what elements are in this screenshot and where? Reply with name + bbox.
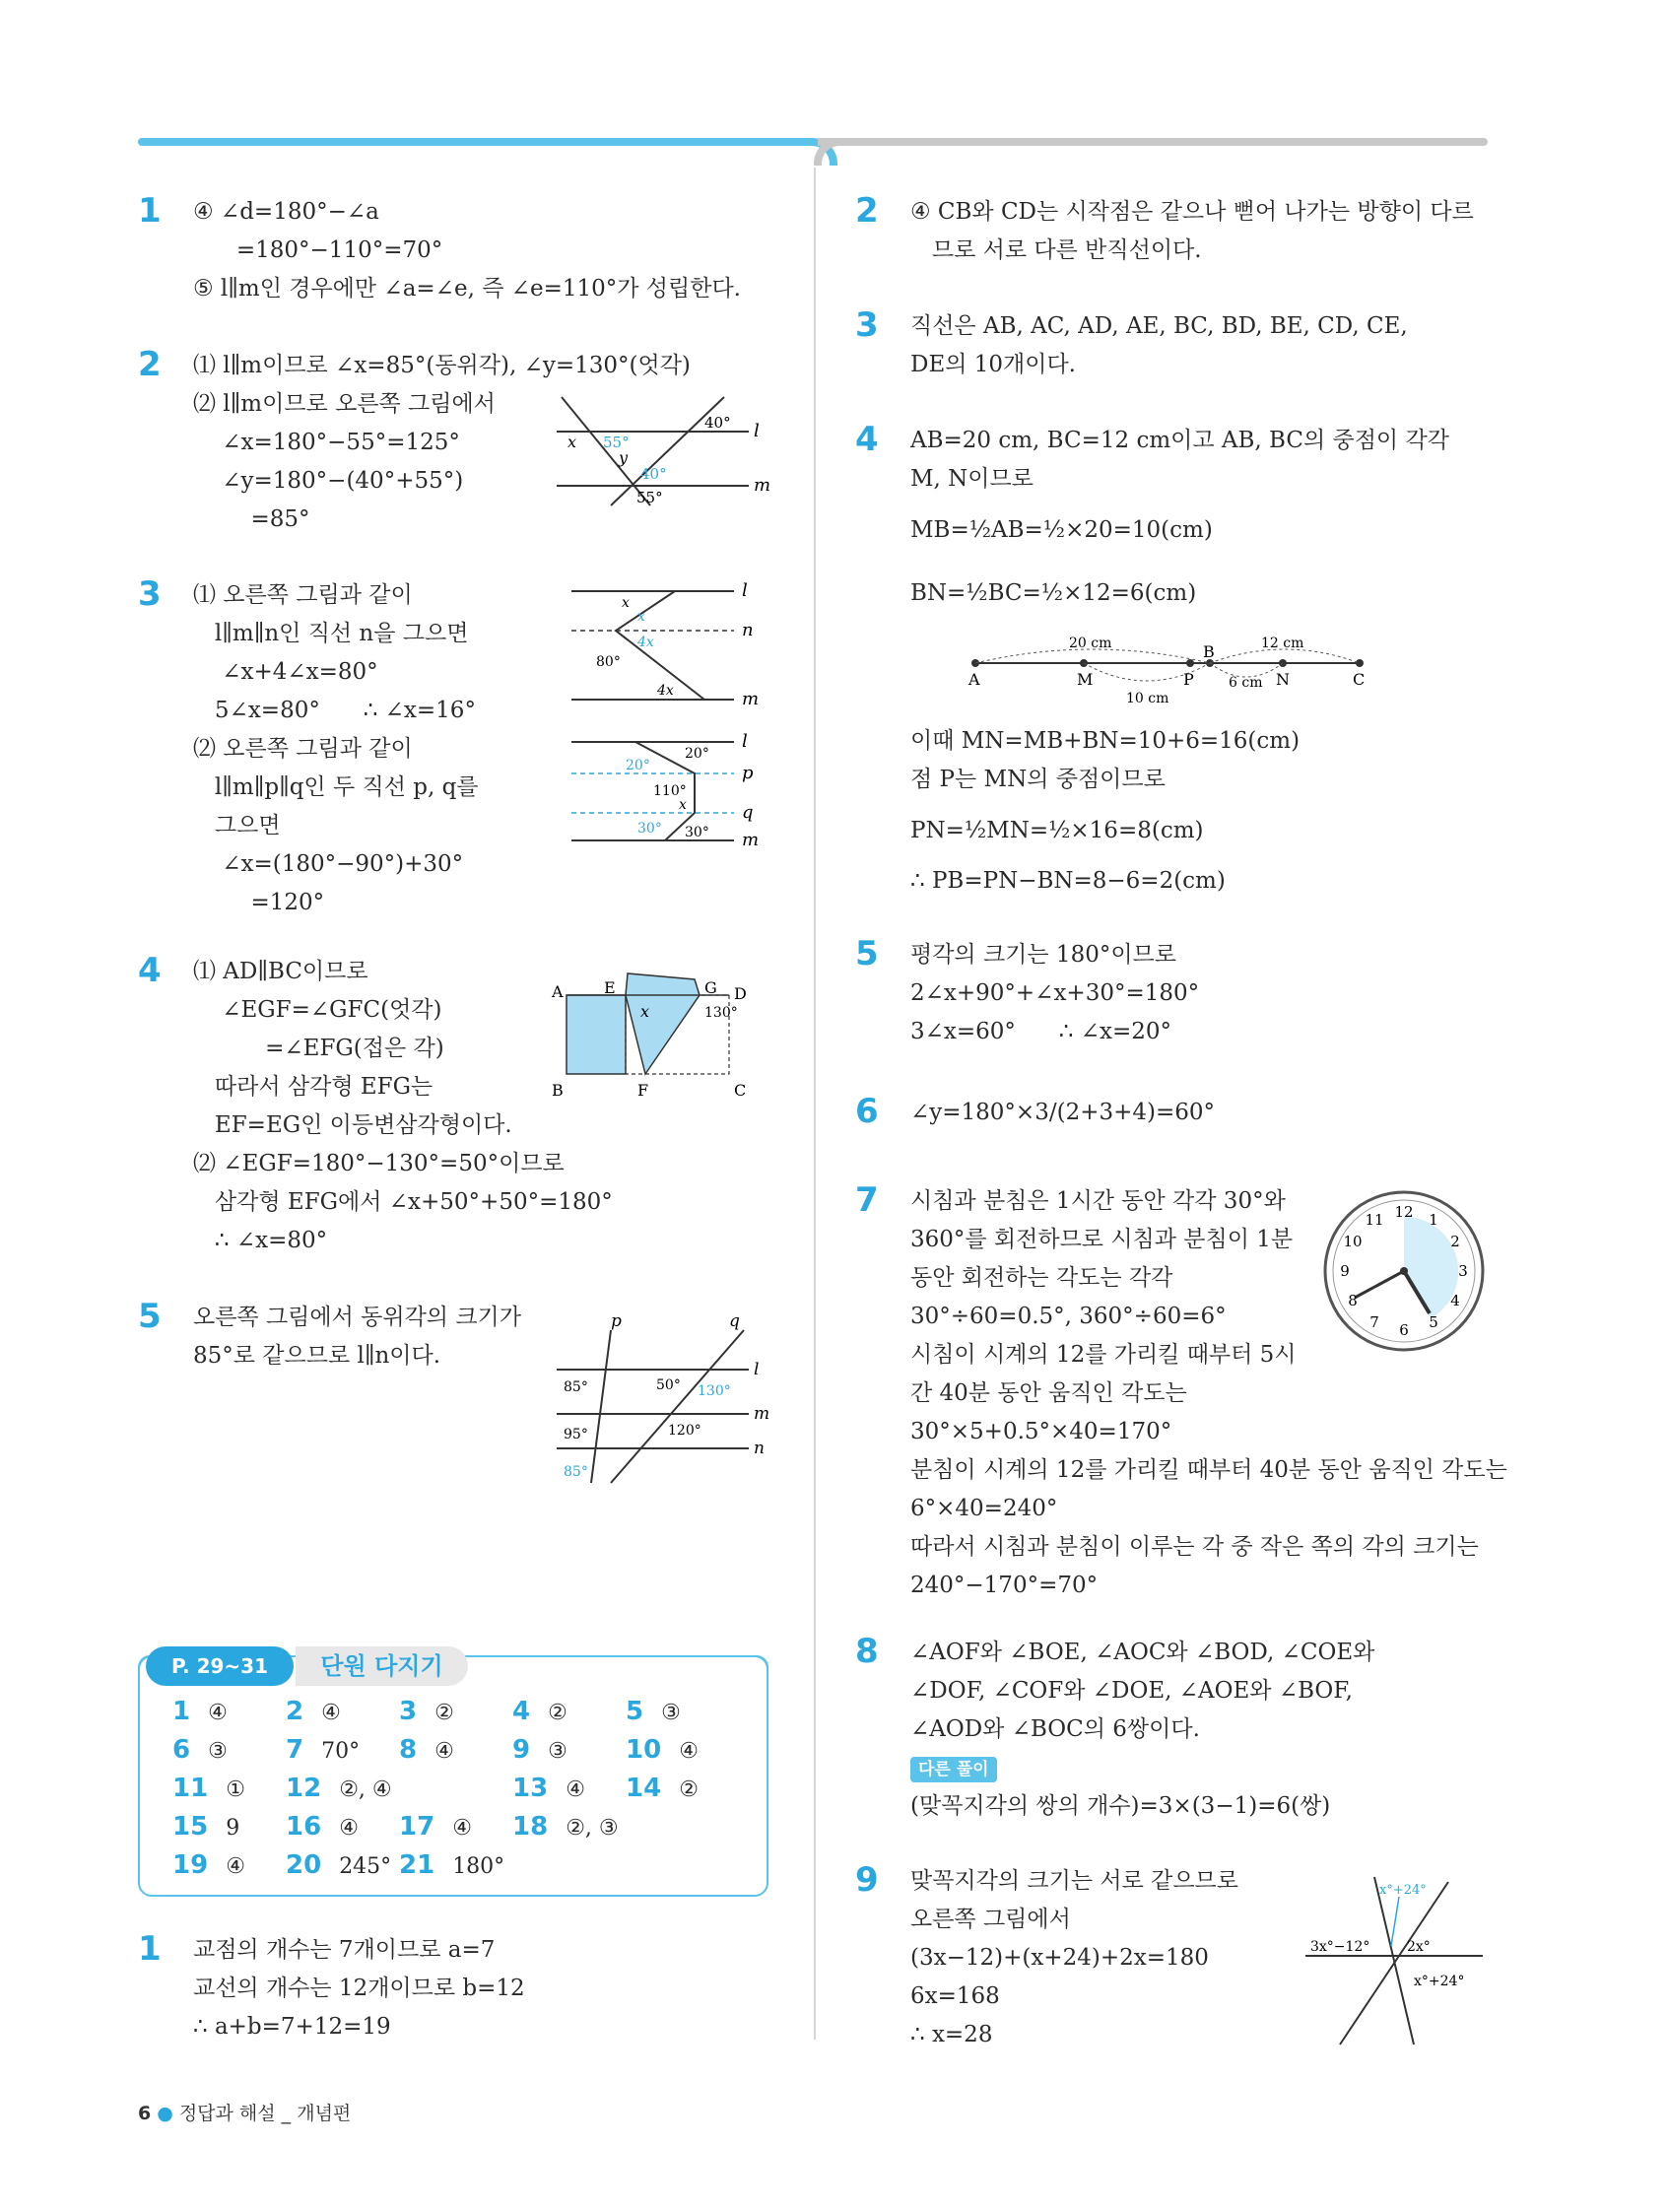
solution-line: ∴ PB=PN−BN=8−6=2(cm): [910, 868, 1226, 894]
solution-line: l∥m∥p∥q인 두 직선 p, q를: [193, 774, 479, 800]
answer-value: ④: [208, 1701, 228, 1725]
solution-line: 6x=168: [910, 1983, 1000, 2009]
page-number: 6: [138, 2103, 152, 2124]
solution-line: =85°: [193, 506, 310, 532]
answer-item: [399, 1812, 472, 1842]
answer-item: [286, 1812, 359, 1842]
answer-value: ②: [434, 1701, 454, 1725]
angle-label: 85°: [564, 1379, 588, 1395]
solution-line: 삼각형 EFG에서 ∠x+50°+50°=180°: [193, 1189, 613, 1215]
answer-number: 13: [512, 1774, 549, 1803]
answer-number: 8: [399, 1735, 418, 1765]
solution-line: ∠AOF와 ∠BOE, ∠AOC와 ∠BOD, ∠COE와: [910, 1640, 1375, 1665]
clock-figure: [1320, 1187, 1488, 1355]
problem-number: 5: [855, 934, 879, 973]
solution-line: 30°×5+0.5°×40=170°: [910, 1419, 1172, 1444]
solution-line: (맞꼭지각의 쌍의 개수)=3×(3−1)=6(쌍): [910, 1793, 1331, 1819]
solution-line: 360°를 회전하므로 시침과 분침이 1분: [910, 1227, 1294, 1252]
solution-line: =120°: [193, 890, 325, 915]
answer-value: ①: [226, 1777, 245, 1802]
angle-label: 85°: [564, 1464, 588, 1480]
clock-numeral: 1: [1429, 1211, 1438, 1230]
problem-number: 5: [138, 1297, 162, 1336]
answer-number: 6: [172, 1735, 191, 1765]
solution-line: 그으면: [193, 813, 281, 838]
solution-line: =∠EFG(접은 각): [193, 1036, 444, 1061]
answer-item: [286, 1697, 341, 1726]
solution-line: =180°−110°=70°: [193, 237, 443, 263]
solution-line: ⑵ l∥m이므로 오른쪽 그림에서: [193, 391, 496, 417]
solution-line: 교선의 개수는 12개이므로 b=12: [193, 1976, 525, 2001]
solution-line: 이때 MN=MB+BN=10+6=16(cm): [910, 728, 1301, 754]
problem-number: 4: [138, 951, 162, 990]
solution-line: 5∠x=80° ∴ ∠x=16°: [193, 698, 476, 723]
point-label: E: [604, 978, 616, 997]
problem-number: 7: [855, 1180, 879, 1220]
point-label: B: [1203, 642, 1215, 661]
clock-numeral: 8: [1348, 1292, 1358, 1309]
answer-number: 1: [172, 1697, 191, 1726]
solution-line: 6°×40=240°: [910, 1496, 1058, 1521]
angle-label: 120°: [668, 1423, 701, 1439]
answer-number: 15: [172, 1812, 209, 1842]
answer-item: [512, 1735, 567, 1765]
solution-line: 평각의 크기는 180°이므로: [910, 942, 1176, 968]
unit-review-title: 단원 다지기: [296, 1646, 468, 1686]
angle-label: 95°: [564, 1427, 588, 1442]
angle-label: 130°: [704, 1005, 738, 1021]
answer-value: ②, ③: [566, 1816, 619, 1841]
line-label: l: [754, 421, 760, 441]
answer-item: [172, 1812, 239, 1842]
solution-line: 점 P는 MN의 중점이므로: [910, 767, 1166, 792]
angle-label: 4x: [637, 635, 654, 650]
line-label: l: [742, 731, 748, 752]
angle-label: 2x°: [1407, 1939, 1431, 1955]
solution-line: ⑴ 오른쪽 그림과 같이: [193, 582, 413, 608]
page-range-tab: P. 29~31: [146, 1646, 294, 1686]
header-bar-left: [138, 138, 813, 146]
answer-item: [512, 1697, 567, 1726]
answer-item: [172, 1735, 228, 1765]
solution-line: ∠DOF, ∠COF와 ∠DOE, ∠AOE와 ∠BOF,: [910, 1678, 1353, 1704]
answer-item: [626, 1774, 699, 1803]
answer-number: 18: [512, 1812, 549, 1842]
clock-numeral: 10: [1343, 1233, 1363, 1250]
answer-item: [172, 1774, 245, 1803]
angle-label: 40°: [704, 414, 731, 432]
solution-line: 오른쪽 그림에서: [910, 1907, 1071, 1932]
answer-value: ④: [321, 1701, 341, 1725]
line-label: n: [742, 620, 754, 640]
answer-value: ②: [679, 1777, 699, 1802]
answer-number: 5: [626, 1697, 644, 1726]
answer-value: 180°: [452, 1854, 505, 1879]
answer-number: 17: [399, 1812, 435, 1842]
answer-number: 7: [286, 1735, 304, 1765]
line-label: m: [742, 830, 760, 850]
column-divider: [814, 168, 816, 2040]
solution-line: 따라서 시침과 분침이 이루는 각 중 작은 쪽의 각의 크기는: [910, 1534, 1479, 1560]
problem-number: 3: [855, 305, 879, 345]
solution-line: ⑴ l∥m이므로 ∠x=85°(동위각), ∠y=130°(엇각): [193, 353, 691, 378]
parallel-lines-figure-3-1: [567, 581, 764, 709]
solution-line: 240°−170°=70°: [910, 1573, 1099, 1598]
solution-line: 2∠x+90°+∠x+30°=180°: [910, 980, 1200, 1006]
answer-number: 14: [626, 1774, 662, 1803]
solution-line: EF=EG인 이등변삼각형이다.: [193, 1112, 512, 1138]
answer-value: 70°: [321, 1739, 361, 1764]
header-bar-right: [818, 138, 1488, 146]
answer-item: [286, 1735, 360, 1765]
angle-label: 4x: [657, 683, 674, 699]
answer-value: ③: [548, 1739, 567, 1764]
solution-line: ∴ ∠x=80°: [193, 1228, 328, 1253]
angle-label: x°+24°: [1379, 1883, 1427, 1898]
answer-number: 4: [512, 1697, 531, 1726]
clock-numeral: 3: [1458, 1262, 1468, 1280]
bullet-icon: ●: [157, 2103, 173, 2124]
solution-line: 맞꼭지각의 크기는 서로 같으므로: [910, 1868, 1238, 1894]
solution-line: ∠AOD와 ∠BOC의 6쌍이다.: [910, 1716, 1200, 1742]
angle-label: 20°: [626, 758, 650, 773]
answer-item: [512, 1774, 585, 1803]
solution-line: 3∠x=60° ∴ ∠x=20°: [910, 1019, 1172, 1044]
solution-line: 따라서 삼각형 EFG는: [193, 1074, 434, 1100]
solution-line: ⑤ l∥m인 경우에만 ∠a=∠e, 즉 ∠e=110°가 성립한다.: [193, 276, 741, 302]
angle-label: 130°: [698, 1383, 731, 1399]
line-label: l: [754, 1360, 760, 1379]
point-label: P: [1183, 670, 1194, 689]
solution-line: 30°÷60=0.5°, 360°÷60=6°: [910, 1304, 1227, 1329]
solution-line: 간 40분 동안 움직인 각도는: [910, 1380, 1187, 1406]
solution-line: ∴ x=28: [910, 2022, 993, 2047]
angle-label: 40°: [640, 465, 667, 483]
solution-line: ∴ a+b=7+12=19: [193, 2014, 391, 2040]
problem-number: 1: [138, 191, 162, 231]
answer-value: ④: [434, 1739, 454, 1764]
answer-number: 21: [399, 1850, 435, 1880]
solution-line: (3x−12)+(x+24)+2x=180: [910, 1945, 1209, 1971]
answer-item: [172, 1850, 245, 1880]
angle-label: x: [637, 609, 645, 625]
answer-value: ③: [661, 1701, 681, 1725]
answer-number: 20: [286, 1850, 322, 1880]
solution-line: BN=½BC=½×12=6(cm): [910, 580, 1197, 606]
solution-line: PN=½MN=½×16=8(cm): [910, 818, 1204, 843]
angle-label: 110°: [653, 783, 687, 799]
clock-numeral: 5: [1429, 1312, 1438, 1331]
solution-line: DE의 10개이다.: [910, 352, 1076, 377]
solution-line: 교점의 개수는 7개이므로 a=7: [193, 1937, 496, 1963]
angle-label: 50°: [656, 1377, 681, 1393]
problem-number: 2: [855, 191, 879, 231]
solution-line: 시침이 시계의 12를 가리킬 때부터 5시: [910, 1342, 1297, 1368]
angle-label: 30°: [637, 821, 662, 837]
solution-line: 시침과 분침은 1시간 동안 각각 30°와: [910, 1188, 1286, 1214]
point-label: C: [734, 1081, 747, 1100]
answer-number: 9: [512, 1735, 531, 1765]
folded-paper-figure: [547, 968, 773, 1115]
solution-line: 오른쪽 그림에서 동위각의 크기가: [193, 1305, 521, 1330]
problem-number: 4: [855, 420, 879, 459]
solution-line: ∠EGF=∠GFC(엇각): [193, 997, 442, 1023]
clock-numeral: 12: [1394, 1203, 1414, 1221]
length-label: 12 cm: [1261, 636, 1304, 651]
parallel-lines-figure-5: [552, 1310, 778, 1493]
answer-value: ④: [226, 1854, 245, 1879]
line-label: m: [742, 689, 760, 709]
answer-item: [626, 1735, 699, 1765]
answer-value: ④: [452, 1816, 472, 1841]
problem-number: 6: [855, 1092, 879, 1131]
solution-line: M, N이므로: [910, 466, 1034, 492]
solution-line: AB=20 cm, BC=12 cm이고 AB, BC의 중점이 각각: [910, 428, 1449, 453]
line-label: p: [611, 1311, 622, 1331]
point-label: M: [1077, 670, 1094, 689]
solution-line: ⑵ ∠EGF=180°−130°=50°이므로: [193, 1151, 565, 1176]
parallel-lines-figure-2: [552, 392, 771, 510]
problem-number: 9: [855, 1860, 879, 1900]
solution-line: 85°로 같으므로 l∥n이다.: [193, 1343, 441, 1369]
angle-label: x: [567, 433, 577, 451]
answer-number: 19: [172, 1850, 209, 1880]
answer-value: ③: [208, 1739, 228, 1764]
alternative-solution-badge: 다른 풀이: [910, 1757, 997, 1782]
solution-line: 므로 서로 다른 반직선이다.: [910, 237, 1202, 263]
answer-item: [399, 1850, 504, 1880]
point-label: G: [704, 978, 717, 997]
solution-line: ∠x=(180°−90°)+30°: [193, 851, 464, 877]
point-label: C: [1353, 670, 1366, 689]
point-label: F: [637, 1081, 649, 1100]
problem-number: 2: [138, 345, 162, 384]
angle-label: x: [622, 595, 630, 611]
solution-line: l∥m∥n인 직선 n을 그으면: [193, 621, 469, 646]
answer-value: ②: [548, 1701, 567, 1725]
angle-label: 30°: [685, 825, 709, 840]
solution-line: ∠y=180°×3/(2+3+4)=60°: [910, 1100, 1216, 1125]
answer-item: [399, 1697, 454, 1726]
angle-label: 55°: [636, 489, 663, 506]
solution-line: ⑵ 오른쪽 그림과 같이: [193, 736, 413, 762]
answer-value: ②, ④: [339, 1777, 392, 1802]
length-label: 10 cm: [1126, 691, 1169, 706]
problem-number: 3: [138, 574, 162, 614]
answer-value: ④: [339, 1816, 359, 1841]
answer-number: 2: [286, 1697, 304, 1726]
angle-label: 3x°−12°: [1310, 1939, 1370, 1955]
clock-numeral: 6: [1399, 1321, 1409, 1339]
segment-figure: [961, 636, 1374, 714]
answer-value: ④: [679, 1739, 699, 1764]
answer-number: 12: [286, 1774, 322, 1803]
answer-value: ④: [566, 1777, 585, 1802]
footer-text: 정답과 해설 _ 개념편: [178, 2103, 352, 2124]
answer-item: [399, 1735, 454, 1765]
answer-value: 245°: [339, 1854, 392, 1879]
solution-line: ⑴ AD∥BC이므로: [193, 959, 368, 984]
solution-line: 직선은 AB, AC, AD, AE, BC, BD, BE, CD, CE,: [910, 313, 1408, 339]
length-label: 6 cm: [1229, 675, 1263, 691]
line-label: q: [742, 802, 754, 823]
solution-line: ∠x=180°−55°=125°: [193, 430, 460, 455]
answer-number: 10: [626, 1735, 662, 1765]
line-label: p: [742, 763, 754, 783]
clock-numeral: 4: [1450, 1292, 1460, 1309]
angle-label: x°+24°: [1414, 1974, 1465, 1989]
line-label: n: [754, 1439, 765, 1458]
angle-label: x: [679, 797, 687, 813]
answer-value: 9: [226, 1816, 240, 1841]
length-label: 20 cm: [1069, 636, 1112, 651]
angle-label: 55°: [603, 434, 630, 451]
clock-numeral: 2: [1450, 1233, 1460, 1250]
line-label: q: [729, 1311, 740, 1331]
point-label: D: [734, 984, 747, 1003]
line-label: l: [742, 580, 748, 601]
parallel-lines-figure-3-2: [567, 731, 764, 852]
solution-line: ④ CB와 CD는 시작점은 같으나 뻗어 나가는 방향이 다르: [910, 199, 1474, 225]
line-label: m: [754, 1404, 770, 1424]
angle-label: 20°: [685, 746, 709, 762]
angle-label: 80°: [596, 654, 621, 670]
answer-item: [172, 1697, 228, 1726]
clock-numeral: 11: [1365, 1211, 1384, 1230]
clock-numeral: 7: [1369, 1312, 1379, 1331]
point-label: A: [968, 670, 980, 689]
answer-item: [512, 1812, 619, 1842]
angle-label: x: [640, 1002, 650, 1021]
solution-line: ④ ∠d=180°−∠a: [193, 199, 379, 225]
answer-number: 11: [172, 1774, 209, 1803]
page-footer: [138, 2099, 351, 2125]
solution-line: 분침이 시계의 12를 가리킬 때부터 40분 동안 움직인 각도는: [910, 1457, 1507, 1483]
answer-number: 16: [286, 1812, 322, 1842]
answer-number: 3: [399, 1697, 418, 1726]
point-label: A: [552, 982, 564, 1001]
clock-numeral: 9: [1340, 1262, 1350, 1280]
line-label: m: [754, 475, 771, 496]
point-label: N: [1276, 670, 1290, 689]
vertical-angles-figure: [1301, 1872, 1488, 2049]
problem-number: 1: [138, 1929, 162, 1969]
solution-line: 동안 회전하는 각도는 각각: [910, 1265, 1173, 1291]
point-label: B: [552, 1081, 564, 1100]
solution-line: ∠x+4∠x=80°: [193, 659, 378, 685]
answer-item: [286, 1774, 392, 1803]
angle-label: y: [619, 448, 629, 467]
solution-line: ∠y=180°−(40°+55°): [193, 468, 464, 494]
solution-line: MB=½AB=½×20=10(cm): [910, 517, 1213, 543]
problem-number: 8: [855, 1632, 879, 1671]
answer-item: [626, 1697, 681, 1726]
answer-item: [286, 1850, 391, 1880]
